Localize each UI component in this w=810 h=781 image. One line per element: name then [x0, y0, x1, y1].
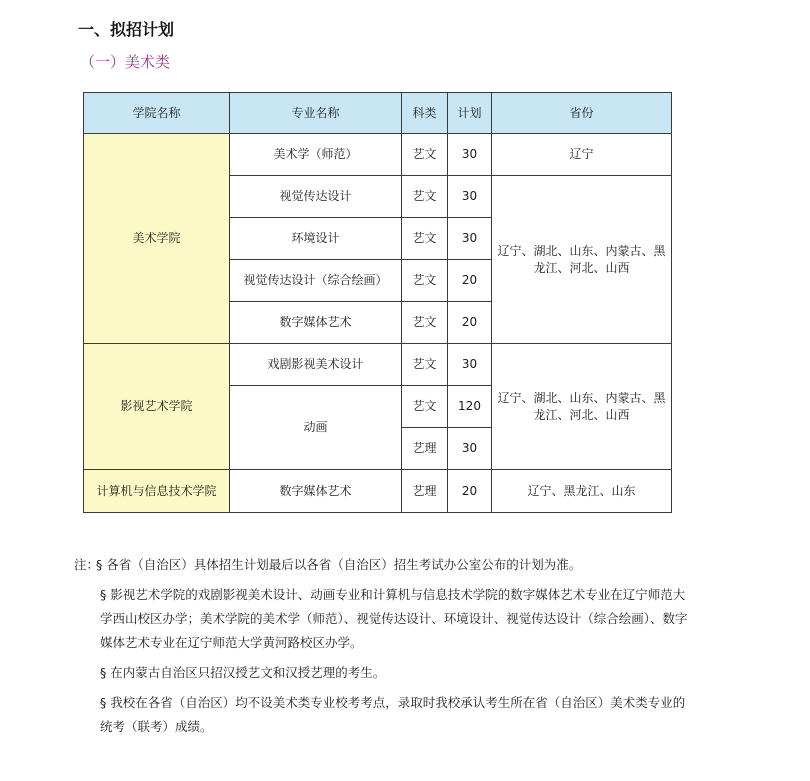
category-cell: 艺文 [402, 386, 448, 428]
category-cell: 艺文 [402, 218, 448, 260]
table-row [84, 344, 672, 386]
category-cell: 艺理 [402, 470, 448, 513]
notes-label: 注： [74, 557, 100, 572]
section-title: 一、拟招计划 [78, 20, 175, 39]
note-text: § 在内蒙古自治区只招汉授艺文和汉授艺理的考生。 [100, 665, 386, 680]
header-college: 学院名称 [84, 93, 230, 134]
header-plan: 计划 [448, 93, 492, 134]
plan-cell: 30 [448, 134, 492, 176]
note-text: § 各省（自治区）具体招生计划最后以各省（自治区）招生考试办公室公布的计划为准。 [96, 557, 582, 572]
note-item [74, 661, 694, 685]
province-cell: 辽宁 [492, 134, 672, 176]
plan-cell: 30 [448, 344, 492, 386]
college-cell: 影视艺术学院 [84, 344, 230, 470]
major-cell: 数字媒体艺术 [230, 302, 402, 344]
category-cell: 艺文 [402, 260, 448, 302]
category-cell: 艺文 [402, 302, 448, 344]
note-text: § 影视艺术学院的戏剧影视美术设计、动画专业和计算机与信息技术学院的数字媒体艺术专业在辽宁师范大学西山校区办学；美术学院的美术学（师范）、视觉传达设计、环境设计、视觉传达设计（综合绘画）、数字媒体艺术专业在辽宁师范大学黄河路校区办学。 [100, 587, 688, 650]
enrollment-plan-table [83, 92, 672, 513]
major-cell: 视觉传达设计（综合绘画） [230, 260, 402, 302]
plan-cell: 20 [448, 260, 492, 302]
category-cell: 艺文 [402, 176, 448, 218]
province-cell: 辽宁、黑龙江、山东 [492, 470, 672, 513]
header-province: 省份 [492, 93, 672, 134]
plan-cell: 20 [448, 302, 492, 344]
table-row [84, 470, 672, 513]
subsection-title: （一）美术类 [80, 53, 171, 71]
major-cell: 数字媒体艺术 [230, 470, 402, 513]
major-cell: 视觉传达设计 [230, 176, 402, 218]
major-cell: 美术学（师范） [230, 134, 402, 176]
table-row [84, 134, 672, 176]
note-text: § 我校在各省（自治区）均不设美术类专业校考考点，录取时我校承认考生所在省（自治区）美术类专业的统考（联考）成绩。 [100, 695, 686, 734]
province-cell: 辽宁、湖北、山东、内蒙古、黑龙江、河北、山西 [492, 344, 672, 470]
plan-cell: 30 [448, 218, 492, 260]
college-cell: 计算机与信息技术学院 [84, 470, 230, 513]
major-cell: 环境设计 [230, 218, 402, 260]
plan-cell: 120 [448, 386, 492, 428]
plan-cell: 30 [448, 428, 492, 470]
college-cell: 美术学院 [84, 134, 230, 344]
major-cell: 动画 [230, 386, 402, 470]
header-category: 科类 [402, 93, 448, 134]
note-item [74, 691, 694, 739]
category-cell: 艺文 [402, 134, 448, 176]
major-cell: 戏剧影视美术设计 [230, 344, 402, 386]
province-cell: 辽宁、湖北、山东、内蒙古、黑龙江、河北、山西 [492, 176, 672, 344]
notes-section [74, 553, 694, 745]
note-item [74, 583, 694, 655]
header-major: 专业名称 [230, 93, 402, 134]
plan-cell: 20 [448, 470, 492, 513]
category-cell: 艺文 [402, 344, 448, 386]
category-cell: 艺理 [402, 428, 448, 470]
plan-cell: 30 [448, 176, 492, 218]
note-item [74, 553, 694, 577]
table-header-row [84, 93, 672, 134]
